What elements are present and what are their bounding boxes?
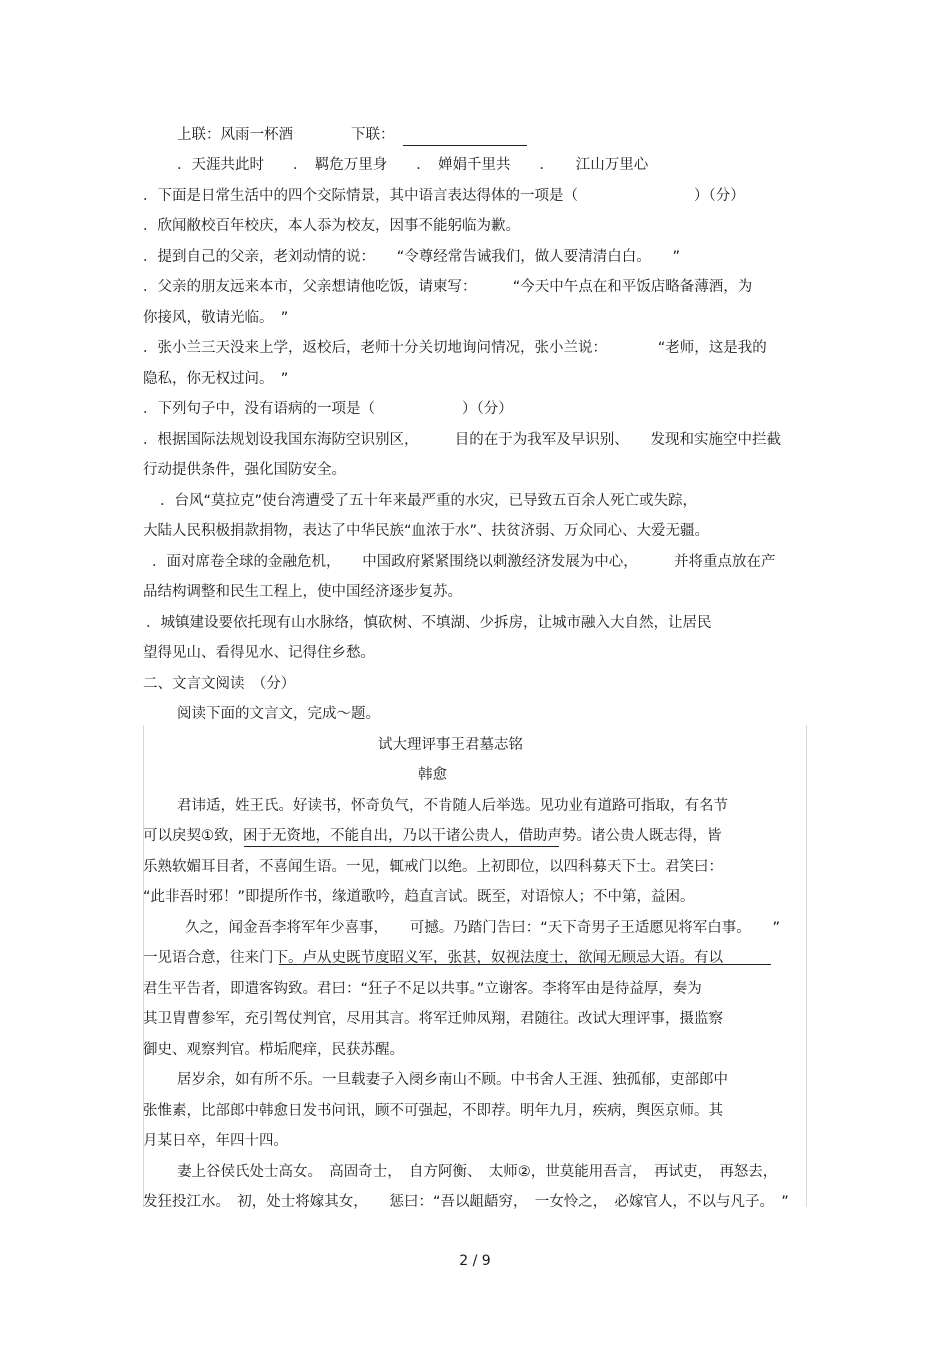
- passage-frame-right: [806, 725, 807, 1207]
- passage-title: 试大理评事王君墓志铭: [378, 737, 523, 753]
- passage-line: 君生平告者，即遣客钩致。君曰：“狂子不足以共事。”立谢客。李将军由是待益厚，奏为: [143, 981, 702, 997]
- passage-line: “此非吾时邪！”即提所作书，缘道歌吟，趋直言试。既至，对语惊人；不中第，益困。: [143, 889, 695, 905]
- passage-line: 妻上谷侯氏处士高女。 高固奇士， 自方阿衡、 太师②，世莫能用吾言， 再试吏， 再怒去，: [177, 1164, 778, 1180]
- passage-author: 韩愈: [418, 767, 447, 783]
- page-number: 2 / 9: [459, 1253, 491, 1269]
- section-heading: 二、文言文阅读 （分）: [143, 676, 296, 692]
- option-line: ．提到自己的父亲，老刘动情的说： “令尊经常告诫我们，做人要清清白白。 ”: [143, 249, 681, 265]
- passage-line: 张惟素，比部郎中韩愈日发书问讯，顾不可强起，不即荐。明年九月，疾病，舆医京师。其: [143, 1103, 723, 1119]
- option-line: ．张小兰三天没来上学，返校后，老师十分关切地询问情况，张小兰说： “老师，这是我的: [143, 340, 767, 356]
- passage-line: 久之，闻金吾李将军年少喜事， 可撼。乃踏门告曰：“天下奇男子王适愿见将军白事。 ”: [185, 920, 781, 936]
- question-line: ．下列句子中，没有语病的一项是（ ）（分）: [143, 401, 513, 417]
- passage-line: 一见语合意，往来门下。卢从史既节度昭义军，张甚，奴视法度士，欲闻无顾忌大语。有以: [143, 950, 723, 966]
- passage-line: 君讳适，姓王氏。好读书，怀奇负气，不肯随人后举选。见功业有道路可指取，有名节: [177, 798, 728, 814]
- option-line: 隐私，你无权过问。 ”: [143, 371, 289, 387]
- underline-mark: [244, 846, 559, 847]
- passage-line: 可以戾契①致，困于无资地，不能自出，乃以干诸公贵人，借助声势。诸公贵人既志得，皆: [143, 828, 722, 844]
- option-line: ．城镇建设要依托现有山水脉络，慎砍树、不填湖、少拆房，让城市融入大自然，让居民: [146, 615, 712, 631]
- option-line: 你接风，敬请光临。 ”: [143, 310, 289, 326]
- option-line: 望得见山、看得见水、记得住乡愁。: [143, 645, 375, 661]
- couplet-line: 上联：风雨一杯酒 下联：: [177, 127, 395, 143]
- instruction-line: 阅读下面的文言文，完成～题。: [177, 706, 380, 722]
- option-line: ．天涯共此时 ． 羁危万里身 ． 婵娟千里共 ． 江山万里心: [177, 157, 649, 173]
- option-line: ．台风“莫拉克”使台湾遭受了五十年来最严重的水灾，已导致五百余人死亡或失踪，: [160, 493, 698, 509]
- underline-mark: [279, 964, 771, 965]
- option-line: ．父亲的朋友远来本市，父亲想请他吃饭，请柬写： “今天中午点在和平饭店略备薄酒，为: [143, 279, 753, 295]
- option-line: ．根据国际法规划设我国东海防空识别区， 目的在于为我军及早识别、 发现和实施空中拦截: [143, 432, 781, 448]
- passage-line: 御史、观察判官。栉垢爬痒，民获苏醒。: [143, 1042, 404, 1058]
- passage-line: 居岁余，如有所不乐。一旦载妻子入阌乡南山不顾。中书舍人王涯、独孤郁，吏部郎中: [177, 1072, 728, 1088]
- option-line: 行动提供条件，强化国防安全。: [143, 462, 346, 478]
- passage-line: 月某日卒，年四十四。: [143, 1133, 288, 1149]
- question-line: ．下面是日常生活中的四个交际情景，其中语言表达得体的一项是（ ）（分）: [143, 188, 745, 204]
- option-line: ．欣闻敝校百年校庆，本人忝为校友，因事不能躬临为歉。: [143, 218, 520, 234]
- option-line: 品结构调整和民生工程上，使中国经济逐步复苏。: [143, 584, 462, 600]
- option-line: ．面对席卷全球的金融危机， 中国政府紧紧围绕以刺激经济发展为中心， 并将重点放在产: [152, 554, 776, 570]
- answer-blank: [403, 145, 527, 146]
- passage-line: 发狂投江水。 初，处士将嫁其女， 惩曰：“吾以龃龉穷， 一女怜之， 必嫁官人，不以与凡子。 ”: [143, 1194, 789, 1210]
- passage-line: 其卫胄曹参军，充引驾仗判官，尽用其言。将军迁帅凤翔，君随往。改试大理评事，摄监察: [143, 1011, 723, 1027]
- passage-line: 乐熟软媚耳目者，不喜闻生语。一见，辄戒门以绝。上初即位，以四科募天下士。君笑曰：: [143, 859, 723, 875]
- option-line: 大陆人民积极捐款捐物，表达了中华民族“血浓于水”、扶贫济弱、万众同心、大爱无疆。: [143, 523, 710, 539]
